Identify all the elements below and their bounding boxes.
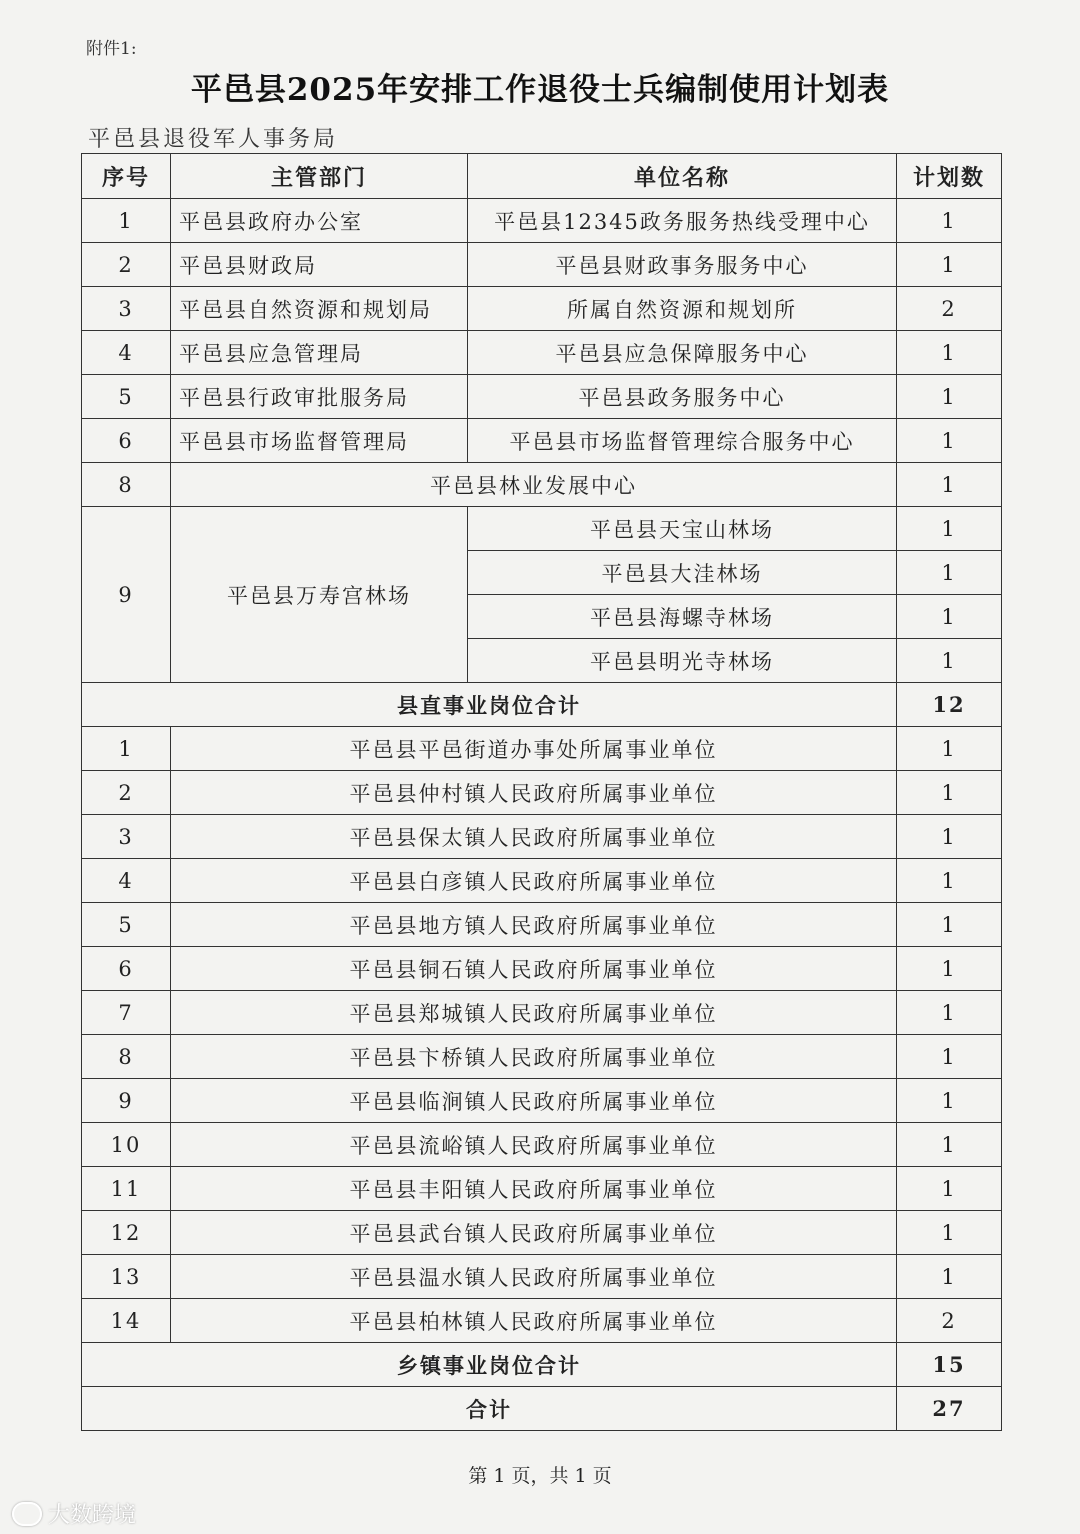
table-row bbox=[82, 903, 1002, 947]
row-unit-merged: 平邑县仲村镇人民政府所属事业单位 bbox=[171, 771, 897, 815]
row-unit-merged: 平邑县平邑街道办事处所属事业单位 bbox=[171, 727, 897, 771]
table-row bbox=[82, 419, 1002, 463]
table-row bbox=[82, 287, 1002, 331]
row-unit-merged: 平邑县武台镇人民政府所属事业单位 bbox=[171, 1211, 897, 1255]
row-no: 10 bbox=[82, 1123, 171, 1167]
table-row bbox=[82, 463, 1002, 507]
row-plan: 1 bbox=[897, 1255, 1002, 1299]
row-plan: 1 bbox=[897, 903, 1002, 947]
row-plan: 1 bbox=[897, 419, 1002, 463]
table-row bbox=[82, 1299, 1002, 1343]
row-plan: 1 bbox=[897, 947, 1002, 991]
row-no: 9 bbox=[82, 507, 171, 683]
table-row bbox=[82, 991, 1002, 1035]
row-unit-merged: 平邑县温水镇人民政府所属事业单位 bbox=[171, 1255, 897, 1299]
table-row bbox=[82, 1035, 1002, 1079]
row-no: 3 bbox=[82, 815, 171, 859]
organization-name: 平邑县退役军人事务局 bbox=[88, 127, 339, 152]
table-row bbox=[82, 375, 1002, 419]
row-unit: 平邑县政务服务中心 bbox=[468, 375, 897, 419]
table-row bbox=[82, 859, 1002, 903]
row-plan: 1 bbox=[897, 1123, 1002, 1167]
row-unit-merged: 平邑县白彦镇人民政府所属事业单位 bbox=[171, 859, 897, 903]
row-no: 7 bbox=[82, 991, 171, 1035]
row-unit-merged: 平邑县铜石镇人民政府所属事业单位 bbox=[171, 947, 897, 991]
row-unit-merged: 平邑县林业发展中心 bbox=[171, 463, 897, 507]
row-unit: 所属自然资源和规划所 bbox=[468, 287, 897, 331]
row-dept: 平邑县市场监督管理局 bbox=[171, 419, 468, 463]
row-plan: 1 bbox=[897, 507, 1002, 551]
row-plan: 1 bbox=[897, 551, 1002, 595]
row-plan: 1 bbox=[897, 1211, 1002, 1255]
table-row bbox=[82, 199, 1002, 243]
row-unit-merged: 平邑县柏林镇人民政府所属事业单位 bbox=[171, 1299, 897, 1343]
row-no: 4 bbox=[82, 859, 171, 903]
row-no: 6 bbox=[82, 947, 171, 991]
table-row bbox=[82, 507, 1002, 551]
row-no: 13 bbox=[82, 1255, 171, 1299]
row-plan: 1 bbox=[897, 727, 1002, 771]
row-no: 4 bbox=[82, 331, 171, 375]
row-no: 5 bbox=[82, 375, 171, 419]
row-plan: 1 bbox=[897, 639, 1002, 683]
table-row bbox=[82, 947, 1002, 991]
header-unit: 单位名称 bbox=[468, 154, 897, 199]
row-dept: 平邑县政府办公室 bbox=[171, 199, 468, 243]
table-row bbox=[82, 1211, 1002, 1255]
county-subtotal-row bbox=[82, 683, 1002, 727]
row-plan: 1 bbox=[897, 1167, 1002, 1211]
row-plan: 1 bbox=[897, 595, 1002, 639]
row-plan: 1 bbox=[897, 815, 1002, 859]
plan-table bbox=[81, 153, 1002, 1431]
row-unit: 平邑县应急保障服务中心 bbox=[468, 331, 897, 375]
row-no: 6 bbox=[82, 419, 171, 463]
table-row bbox=[82, 771, 1002, 815]
row-no: 8 bbox=[82, 1035, 171, 1079]
row-plan: 1 bbox=[897, 375, 1002, 419]
header-dept: 主管部门 bbox=[171, 154, 468, 199]
row-plan: 1 bbox=[897, 859, 1002, 903]
row-dept: 平邑县行政审批服务局 bbox=[171, 375, 468, 419]
watermark-logo-icon bbox=[12, 1502, 42, 1526]
table-row bbox=[82, 1255, 1002, 1299]
row-unit-merged: 平邑县丰阳镇人民政府所属事业单位 bbox=[171, 1167, 897, 1211]
row-plan: 1 bbox=[897, 1079, 1002, 1123]
row-unit-merged: 平邑县流峪镇人民政府所属事业单位 bbox=[171, 1123, 897, 1167]
table-row bbox=[82, 1123, 1002, 1167]
table-row bbox=[82, 1167, 1002, 1211]
row-plan: 1 bbox=[897, 771, 1002, 815]
table-row bbox=[82, 331, 1002, 375]
row-dept: 平邑县万寿宫林场 bbox=[171, 507, 468, 683]
header-plan: 计划数 bbox=[897, 154, 1002, 199]
row-plan: 1 bbox=[897, 463, 1002, 507]
row-unit: 平邑县明光寺林场 bbox=[468, 639, 897, 683]
town-subtotal-row bbox=[82, 1343, 1002, 1387]
row-unit-merged: 平邑县郑城镇人民政府所属事业单位 bbox=[171, 991, 897, 1035]
row-unit-merged: 平邑县保太镇人民政府所属事业单位 bbox=[171, 815, 897, 859]
row-plan: 2 bbox=[897, 1299, 1002, 1343]
total-value: 27 bbox=[897, 1387, 1002, 1431]
row-unit-merged: 平邑县临涧镇人民政府所属事业单位 bbox=[171, 1079, 897, 1123]
row-unit: 平邑县市场监督管理综合服务中心 bbox=[468, 419, 897, 463]
county-subtotal-value: 12 bbox=[897, 683, 1002, 727]
row-no: 12 bbox=[82, 1211, 171, 1255]
row-plan: 1 bbox=[897, 1035, 1002, 1079]
document-title: 平邑县2025年安排工作退役士兵编制使用计划表 bbox=[190, 72, 890, 108]
row-no: 8 bbox=[82, 463, 171, 507]
row-no: 1 bbox=[82, 199, 171, 243]
table-row bbox=[82, 243, 1002, 287]
page-footer: 第 1 页，共 1 页 bbox=[468, 1465, 612, 1487]
row-unit-merged: 平邑县卞桥镇人民政府所属事业单位 bbox=[171, 1035, 897, 1079]
row-unit: 平邑县12345政务服务热线受理中心 bbox=[468, 199, 897, 243]
town-subtotal-label: 乡镇事业岗位合计 bbox=[82, 1343, 897, 1387]
row-no: 2 bbox=[82, 771, 171, 815]
row-no: 5 bbox=[82, 903, 171, 947]
row-no: 11 bbox=[82, 1167, 171, 1211]
row-plan: 1 bbox=[897, 991, 1002, 1035]
table-row bbox=[82, 727, 1002, 771]
row-unit-merged: 平邑县地方镇人民政府所属事业单位 bbox=[171, 903, 897, 947]
watermark bbox=[12, 1498, 136, 1529]
header-row bbox=[82, 154, 1002, 199]
row-no: 2 bbox=[82, 243, 171, 287]
watermark-text: 大数跨境 bbox=[48, 1503, 137, 1528]
row-unit: 平邑县天宝山林场 bbox=[468, 507, 897, 551]
row-unit: 平邑县财政事务服务中心 bbox=[468, 243, 897, 287]
row-plan: 1 bbox=[897, 331, 1002, 375]
row-unit: 平邑县海螺寺林场 bbox=[468, 595, 897, 639]
town-subtotal-value: 15 bbox=[897, 1343, 1002, 1387]
row-dept: 平邑县财政局 bbox=[171, 243, 468, 287]
row-plan: 1 bbox=[897, 243, 1002, 287]
row-no: 9 bbox=[82, 1079, 171, 1123]
row-plan: 1 bbox=[897, 199, 1002, 243]
attachment-label: 附件1: bbox=[86, 39, 137, 59]
row-dept: 平邑县自然资源和规划局 bbox=[171, 287, 468, 331]
county-subtotal-label: 县直事业岗位合计 bbox=[82, 683, 897, 727]
total-row bbox=[82, 1387, 1002, 1431]
row-no: 3 bbox=[82, 287, 171, 331]
row-unit: 平邑县大洼林场 bbox=[468, 551, 897, 595]
row-no: 1 bbox=[82, 727, 171, 771]
table-row bbox=[82, 1079, 1002, 1123]
row-no: 14 bbox=[82, 1299, 171, 1343]
row-plan: 2 bbox=[897, 287, 1002, 331]
row-dept: 平邑县应急管理局 bbox=[171, 331, 468, 375]
header-no: 序号 bbox=[82, 154, 171, 199]
total-label: 合计 bbox=[82, 1387, 897, 1431]
table-row bbox=[82, 815, 1002, 859]
